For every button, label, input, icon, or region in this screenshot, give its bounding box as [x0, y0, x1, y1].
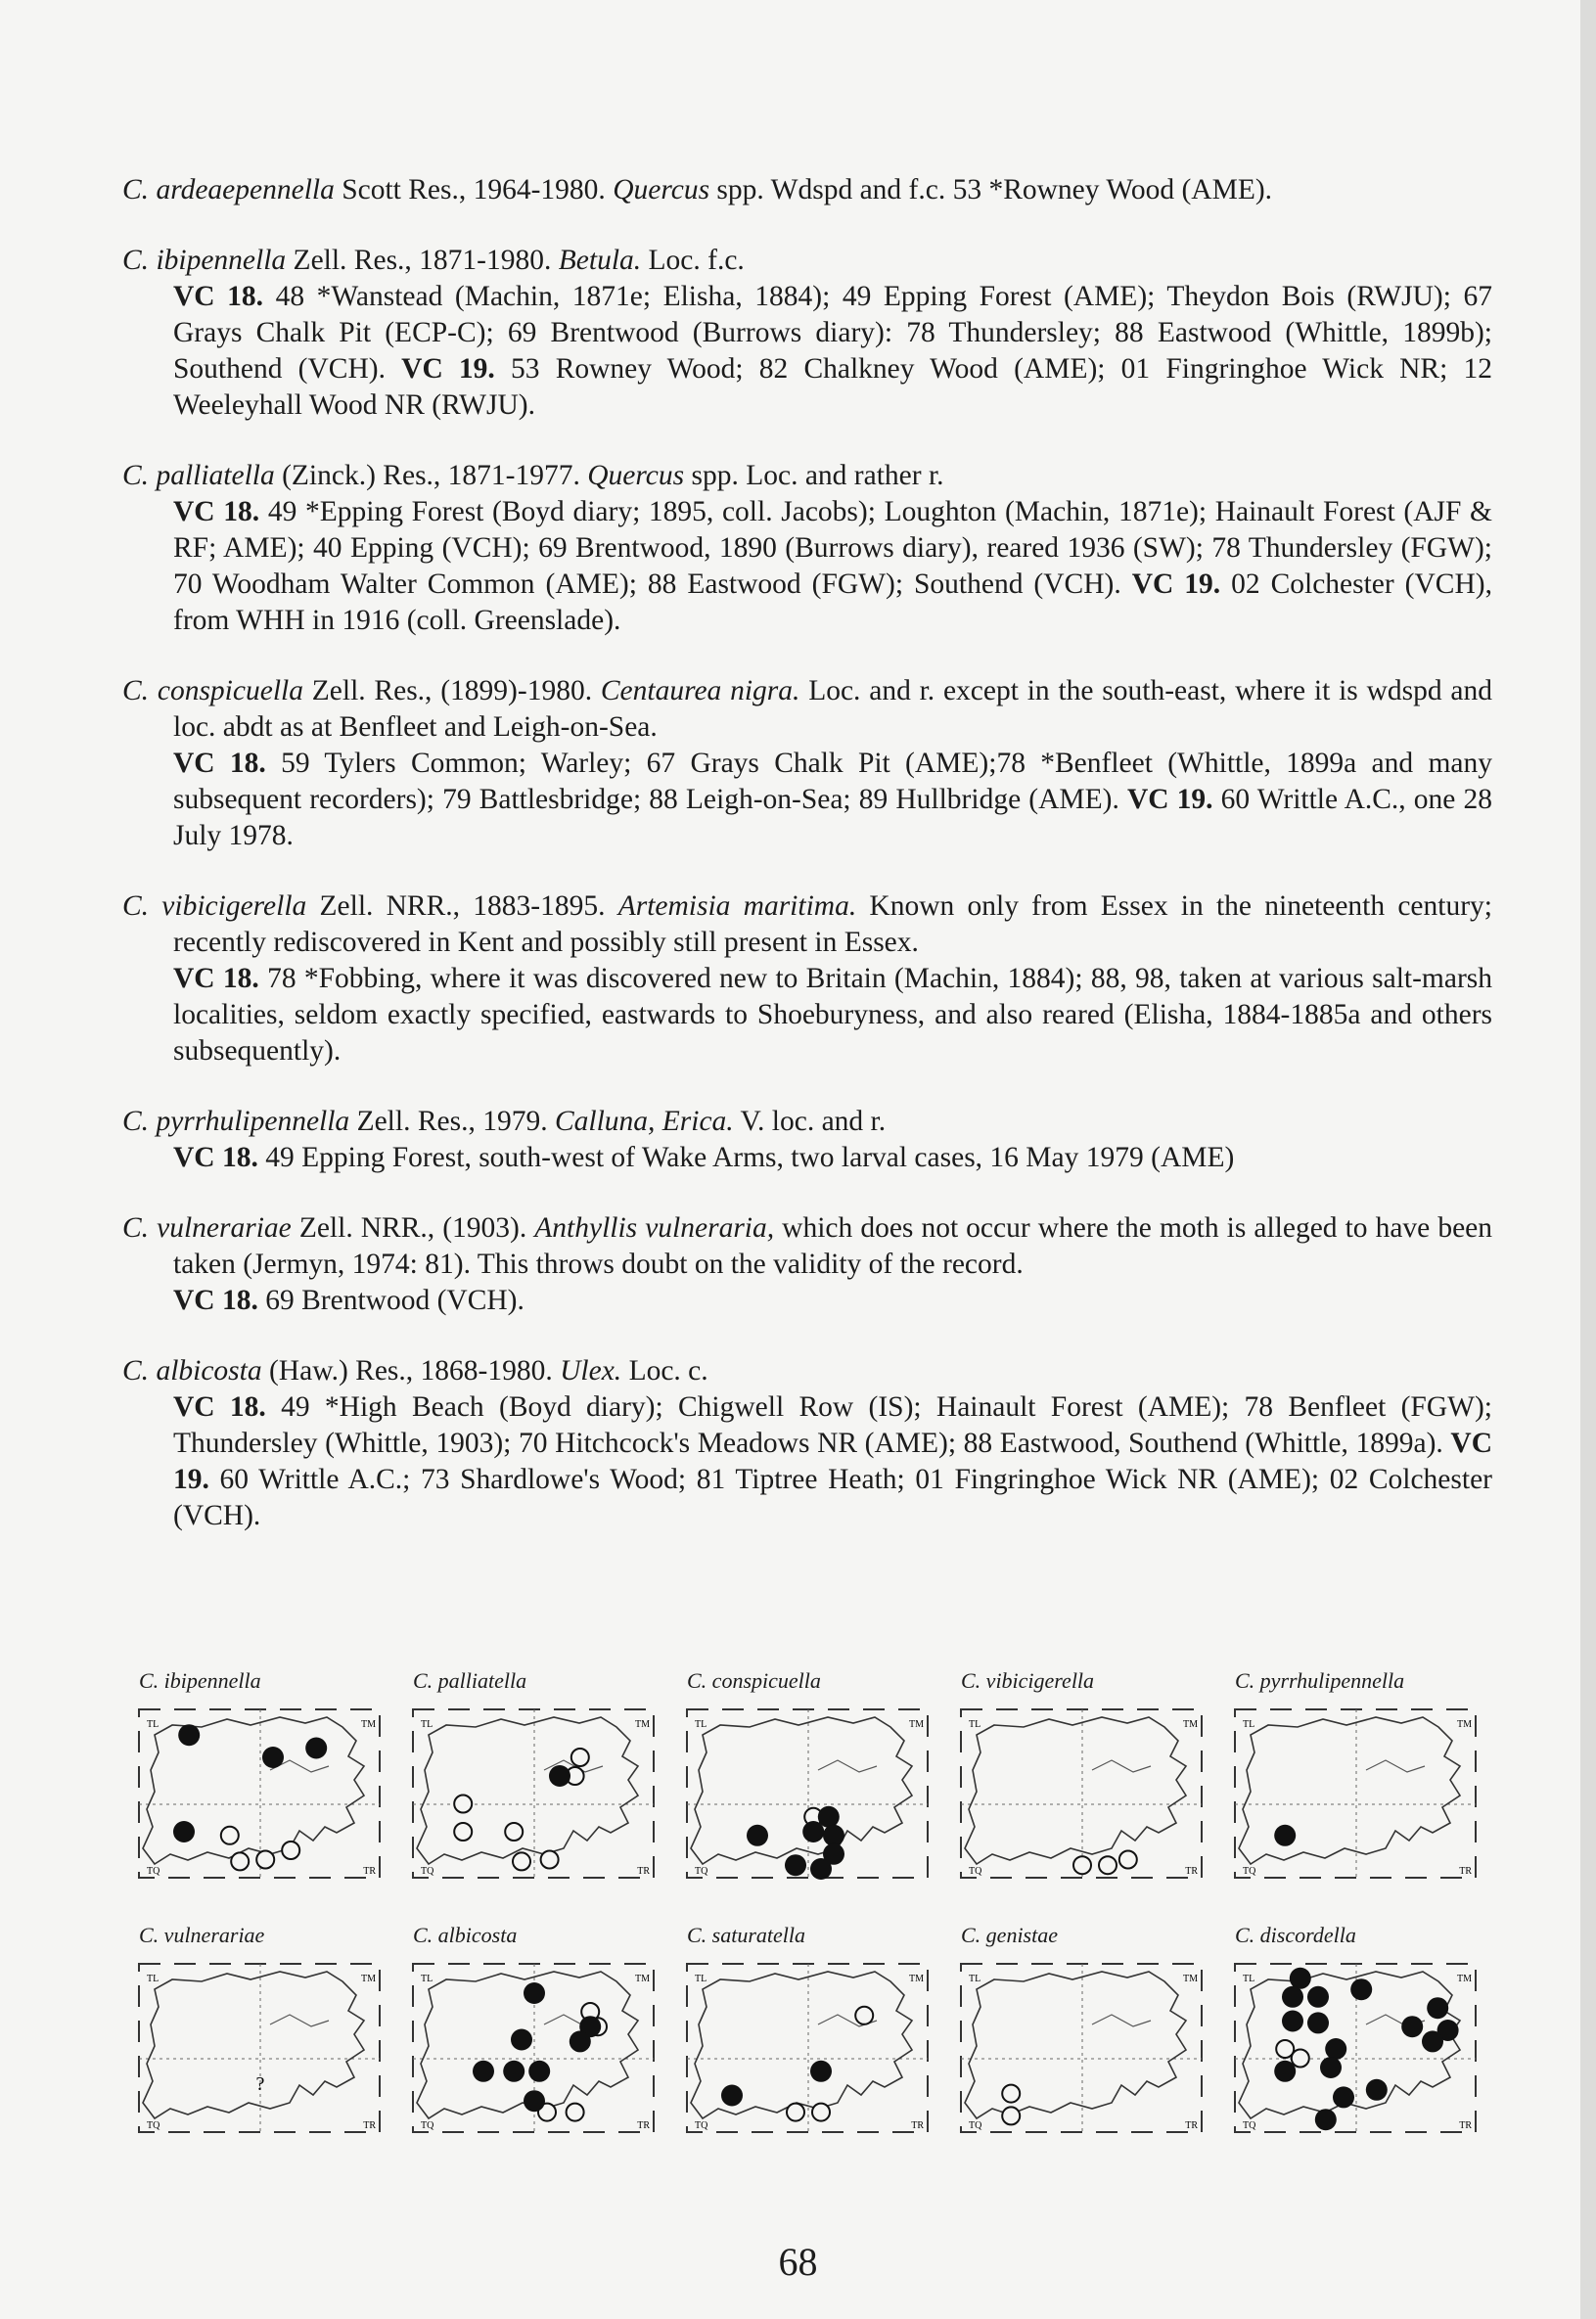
authority-status: Zell. Res., 1979. [349, 1106, 555, 1137]
species-name: conspicuella [157, 675, 303, 706]
map-panel [407, 1668, 681, 1887]
record-dot-filled [1282, 1986, 1303, 2008]
vice-county-label: VC 19. [1126, 784, 1213, 815]
grid-label: TM [361, 1974, 376, 1984]
record-dot-open [1002, 2085, 1020, 2103]
grid-label: TQ [969, 2120, 982, 2131]
map-caption: C. albicosta [413, 1923, 518, 1947]
map-panel [681, 1668, 955, 1887]
species-entry [122, 888, 1492, 1069]
grid-label: TM [1183, 1974, 1198, 1984]
grid-label: TR [637, 2120, 650, 2131]
genus: C. [122, 460, 150, 491]
entry-heading [122, 172, 1492, 208]
species-name: vulnerariae [157, 1212, 292, 1244]
grid-label: TQ [147, 1866, 160, 1877]
species-name: ardeaepennella [156, 174, 335, 205]
grid-label: TR [1459, 1866, 1472, 1877]
status-notes: which does not occur where the moth is alleged to have been taken (Jermyn, 1974: 81). This throws doubt on the validity of the record. [173, 1212, 1493, 1280]
authority-status: Scott Res., 1964-1980. [334, 174, 614, 205]
record-dot-filled [810, 2061, 832, 2082]
grid-frame [687, 1709, 928, 1878]
record-dot-filled [747, 1825, 768, 1846]
page-number: 68 [778, 2240, 818, 2284]
record-dot-filled [1274, 1825, 1296, 1846]
county-outline [417, 1717, 638, 1864]
grid-label: TL [421, 1719, 433, 1730]
species-entry [122, 172, 1492, 208]
essex-map [1229, 1702, 1483, 1887]
status-notes: V. loc. and r. [733, 1106, 887, 1137]
map-panel [133, 1923, 407, 2142]
grid-label: TL [1243, 1974, 1255, 1984]
record-text: 49 *High Beach (Boyd diary); Chigwell Row (IS); Hainault Forest (AME); 78 Benfleet (FGW); Thundersley (Whittle, 1903); 70 Hitchcock's Meadows NR (AME); 88 Eastwood, Southend (Whittle, 1899a). [173, 1391, 1492, 1459]
map-panel [681, 1923, 955, 2142]
grid-label: TM [1183, 1719, 1198, 1730]
grid-label: TR [1185, 1866, 1198, 1877]
vice-county-records [122, 961, 1492, 1069]
record-text: 49 Epping Forest, south-west of Wake Arms, two larval cases, 16 May 1979 (AME) [257, 1142, 1235, 1173]
distribution-maps [133, 1668, 1503, 2177]
entry-heading [122, 458, 1492, 494]
genus: C. [122, 1212, 150, 1244]
genus: C. [122, 675, 150, 706]
record-dot-open [541, 1851, 559, 1869]
entry-heading [122, 1104, 1492, 1140]
grid-label: TR [911, 2120, 924, 2131]
species-entry [122, 1353, 1492, 1534]
record-text: 53 Rowney Wood; 82 Chalkney Wood (AME); 01 Fingringhoe Wick NR; 12 Weeleyhall Wood NR (RWJU). [173, 353, 1492, 421]
essex-map [681, 1956, 935, 2142]
map-caption: C. ibipennella [139, 1668, 261, 1693]
vice-county-label: VC 19. [173, 1428, 1492, 1495]
essex-map [681, 1702, 935, 1887]
foodplant: Quercus [613, 174, 710, 205]
record-dot-filled [1401, 2016, 1423, 2037]
record-dot-filled [785, 1854, 806, 1876]
grid-label: TQ [1243, 2120, 1256, 2131]
grid-label: TL [695, 1719, 707, 1730]
record-dot-open [505, 1823, 523, 1841]
estuary-line [1366, 1760, 1425, 1772]
record-dot-filled [721, 2085, 743, 2107]
vice-county-label: VC 19. [401, 353, 495, 385]
map-row [133, 1923, 1503, 2142]
species-name: albicosta [156, 1355, 262, 1387]
grid-label: TQ [969, 1866, 982, 1877]
grid-label: TQ [695, 1866, 708, 1877]
grid-label: TM [1457, 1719, 1472, 1730]
entry-heading [122, 673, 1492, 746]
record-dot-filled [823, 1825, 844, 1846]
record-dot-open [454, 1796, 472, 1813]
vice-county-label: VC 18. [173, 496, 260, 527]
map-panel [407, 1923, 681, 2142]
species-entry [122, 458, 1492, 639]
estuary-line [1092, 1760, 1151, 1772]
vice-county-label: VC 18. [173, 963, 259, 994]
record-dot-filled [473, 2061, 494, 2082]
estuary-line [270, 2015, 329, 2026]
grid-label: TM [1457, 1974, 1472, 1984]
record-dot-filled [1366, 2079, 1388, 2101]
foodplant: Anthyllis vulneraria, [534, 1212, 775, 1244]
grid-frame [961, 1964, 1202, 2132]
record-text: 69 Brentwood (VCH). [257, 1285, 524, 1316]
map-caption: C. vibicigerella [961, 1668, 1095, 1693]
record-dot-open [454, 1823, 472, 1841]
essex-map [407, 1702, 661, 1887]
record-dot-filled [173, 1821, 195, 1842]
grid-label: TQ [421, 2120, 434, 2131]
record-dot-filled [305, 1738, 327, 1759]
record-dot-filled [1290, 1968, 1311, 1989]
record-dot-open [256, 1851, 274, 1869]
status-notes: spp. Wdspd and f.c. 53 *Rowney Wood (AME). [709, 174, 1273, 205]
estuary-line [818, 1760, 877, 1772]
record-dot-filled [1274, 2061, 1296, 2082]
county-outline [965, 1717, 1186, 1864]
grid-label: TR [363, 2120, 376, 2131]
county-outline [691, 1717, 912, 1864]
status-notes: Loc. c. [621, 1355, 708, 1387]
authority-status: (Haw.) Res., 1868-1980. [261, 1355, 561, 1387]
grid-label: TM [909, 1719, 924, 1730]
authority-status: Zell. Res., (1899)-1980. [302, 675, 601, 706]
record-dot-filled [1333, 2086, 1354, 2108]
foodplant: Artemisia maritima. [617, 890, 857, 922]
genus: C. [122, 890, 150, 922]
grid-label: TQ [421, 1866, 434, 1877]
genus: C. [122, 1106, 150, 1137]
species-accounts [122, 172, 1492, 1569]
map-caption: C. saturatella [687, 1923, 806, 1947]
map-caption: C. genistae [961, 1923, 1058, 1947]
foodplant: Ulex. [560, 1355, 622, 1387]
status-notes: spp. Loc. and rather r. [684, 460, 944, 491]
essex-map [955, 1702, 1209, 1887]
essex-map [407, 1956, 661, 2142]
species-entry [122, 1104, 1492, 1176]
record-dot-open [787, 2104, 804, 2121]
record-dot-open [221, 1827, 239, 1844]
map-panel [955, 1923, 1229, 2142]
record-text: 60 Writtle A.C.; 73 Shardlowe's Wood; 81 Tiptree Heath; 01 Fingringhoe Wick NR (AME); 02 Colchester (VCH). [173, 1464, 1492, 1531]
species-name: ibipennella [156, 245, 287, 276]
page-edge [1580, 0, 1596, 2319]
record-dot-open [1002, 2107, 1020, 2124]
vice-county-records [122, 1140, 1492, 1176]
vice-county-records [122, 279, 1492, 424]
grid-frame [139, 1964, 380, 2132]
record-dot-filled [1307, 2012, 1329, 2033]
map-panel [133, 1668, 407, 1887]
authority-status: Zell. Res., 1871-1980. [286, 245, 559, 276]
authority-status: Zell. NRR., (1903). [291, 1212, 535, 1244]
record-text: 02 Colchester (VCH), from WHH in 1916 (coll. Greenslade). [173, 568, 1492, 636]
entry-heading [122, 888, 1492, 961]
entry-heading [122, 1353, 1492, 1389]
record-dot-filled [524, 1982, 545, 2004]
grid-label: TL [147, 1719, 160, 1730]
status-notes: Loc. and r. except in the south-east, where it is wdspd and loc. abdt as at Benfleet and Leigh-on-Sea. [173, 675, 1492, 743]
vice-county-records [122, 494, 1492, 639]
essex-map [133, 1702, 388, 1887]
grid-label: TR [637, 1866, 650, 1877]
record-text: 49 *Epping Forest (Boyd diary; 1895, coll. Jacobs); Loughton (Machin, 1871e); Hainault Forest (AJF & RF; AME); 40 Epping (VCH); 69 Brentwood, 1890 (Burrows diary), reared 1936 (SW); 78 Thundersley (FGW); 70 Woodham Walter Common (AME); 88 Eastwood (FGW); Southend (VCH). [173, 496, 1493, 600]
vice-county-label: VC 19. [1131, 568, 1221, 600]
map-caption: C. discordella [1235, 1923, 1356, 1947]
status-notes: Known only from Essex in the nineteenth century; recently rediscovered in Kent and possibly still present in Essex. [173, 890, 1492, 958]
foodplant: Calluna, Erica. [554, 1106, 734, 1137]
record-dot-open [231, 1852, 249, 1870]
grid-label: TR [1185, 2120, 1198, 2131]
record-dot-open [567, 2104, 584, 2121]
grid-label: TM [635, 1719, 650, 1730]
species-entry [122, 1210, 1492, 1319]
record-dot-filled [1422, 2030, 1443, 2052]
county-outline [1239, 1717, 1460, 1864]
grid-label: TM [909, 1974, 924, 1984]
vice-county-label: VC 18. [173, 281, 264, 312]
record-dot-filled [1427, 1997, 1448, 2019]
record-dot-filled [524, 2090, 545, 2112]
record-dot-filled [1350, 1978, 1372, 2000]
grid-label: TR [363, 1866, 376, 1877]
grid-label: TL [969, 1974, 981, 1984]
record-text: 48 *Wanstead (Machin, 1871e; Elisha, 1884); 49 Epping Forest (AME); Theydon Bois (RWJU); 67 Grays Chalk Pit (ECP-C); 69 Brentwood (Burrows diary): 78 Thundersley; 88 Eastwood (Whittle, 1899b); Southend (VCH). [173, 281, 1492, 385]
map-caption: C. pyrrhulipennella [1235, 1668, 1405, 1693]
record-dot-open [571, 1749, 589, 1766]
map-caption: C. vulnerariae [139, 1923, 265, 1947]
county-outline [143, 1717, 364, 1864]
record-dot-open [1119, 1851, 1137, 1869]
record-dot-open [1292, 2050, 1309, 2068]
county-outline [143, 1972, 364, 2118]
record-dot-filled [1315, 2109, 1337, 2130]
genus: C. [122, 1355, 150, 1387]
foodplant: Betula. [558, 245, 642, 276]
entry-heading [122, 1210, 1492, 1283]
grid-frame [413, 1709, 654, 1878]
map-panel [955, 1668, 1229, 1887]
grid-label: TL [421, 1974, 433, 1984]
query-record: ? [255, 2072, 265, 2095]
grid-frame [1235, 1709, 1476, 1878]
record-dot-open [1099, 1856, 1117, 1874]
grid-frame [687, 1964, 928, 2132]
grid-label: TL [695, 1974, 707, 1984]
record-text: 60 Writtle A.C., one 28 July 1978. [173, 784, 1492, 851]
record-dot-filled [570, 2030, 591, 2052]
map-panel [1229, 1668, 1503, 1887]
record-dot-filled [1307, 1986, 1329, 2008]
species-entry [122, 243, 1492, 424]
estuary-line [1092, 2015, 1151, 2026]
entry-heading [122, 243, 1492, 279]
record-dot-filled [549, 1765, 570, 1787]
record-dot-filled [503, 2061, 524, 2082]
record-dot-filled [262, 1747, 284, 1768]
species-name: palliatella [156, 460, 275, 491]
essex-map [1229, 1956, 1483, 2142]
vice-county-records [122, 1389, 1492, 1534]
map-caption: C. palliatella [413, 1668, 527, 1693]
grid-label: TR [1459, 2120, 1472, 2131]
authority-status: (Zinck.) Res., 1871-1977. [274, 460, 588, 491]
status-notes: Loc. f.c. [641, 245, 745, 276]
record-dot-open [812, 2104, 830, 2121]
record-dot-filled [178, 1724, 200, 1746]
record-dot-filled [1325, 2038, 1346, 2060]
county-outline [965, 1972, 1186, 2118]
record-text: 78 *Fobbing, where it was discovered new to Britain (Machin, 1884); 88, 98, taken at various salt-marsh localities, seldom exactly specified, eastwards to Shoeburyness, and also reared (Elisha, 1884-1885a and others subsequently). [173, 963, 1493, 1067]
authority-status: Zell. NRR., 1883-1895. [306, 890, 618, 922]
vice-county-label: VC 18. [173, 748, 266, 779]
record-dot-open [1073, 1856, 1091, 1874]
essex-map [133, 1956, 388, 2142]
species-name: pyrrhulipennella [156, 1106, 350, 1137]
foodplant: Quercus [587, 460, 685, 491]
map-panel [1229, 1923, 1503, 2142]
vice-county-label: VC 18. [173, 1391, 266, 1423]
vice-county-records [122, 746, 1492, 854]
record-dot-filled [528, 2061, 550, 2082]
genus: C. [122, 174, 150, 205]
essex-map [955, 1956, 1209, 2142]
grid-label: TL [1243, 1719, 1255, 1730]
vice-county-records [122, 1283, 1492, 1319]
record-dot-open [855, 2007, 873, 2024]
record-dot-open [282, 1842, 299, 1859]
grid-frame [961, 1709, 1202, 1878]
record-dot-filled [1320, 2057, 1342, 2078]
record-dot-open [513, 1852, 530, 1870]
record-text: 59 Tylers Common; Warley; 67 Grays Chalk Pit (AME);78 *Benfleet (Whittle, 1899a and many subsequent recorders); 79 Battlesbridge; 88 Leigh-on-Sea; 89 Hullbridge (AME). [173, 748, 1492, 815]
grid-label: TL [147, 1974, 160, 1984]
species-entry [122, 673, 1492, 854]
grid-label: TL [969, 1719, 981, 1730]
foodplant: Centaurea nigra. [600, 675, 800, 706]
map-caption: C. conspicuella [687, 1668, 821, 1693]
vice-county-label: VC 18. [173, 1285, 258, 1316]
grid-label: TQ [147, 2120, 160, 2131]
genus: C. [122, 245, 150, 276]
record-dot-filled [511, 2029, 532, 2051]
grid-label: TM [635, 1974, 650, 1984]
grid-label: TQ [695, 2120, 708, 2131]
grid-label: TQ [1243, 1866, 1256, 1877]
record-dot-filled [1282, 2011, 1303, 2032]
record-dot-filled [818, 1806, 840, 1828]
grid-label: TM [361, 1719, 376, 1730]
species-name: vibicigerella [161, 890, 307, 922]
map-row [133, 1668, 1503, 1887]
record-dot-filled [810, 1858, 832, 1880]
vice-county-label: VC 18. [173, 1142, 258, 1173]
